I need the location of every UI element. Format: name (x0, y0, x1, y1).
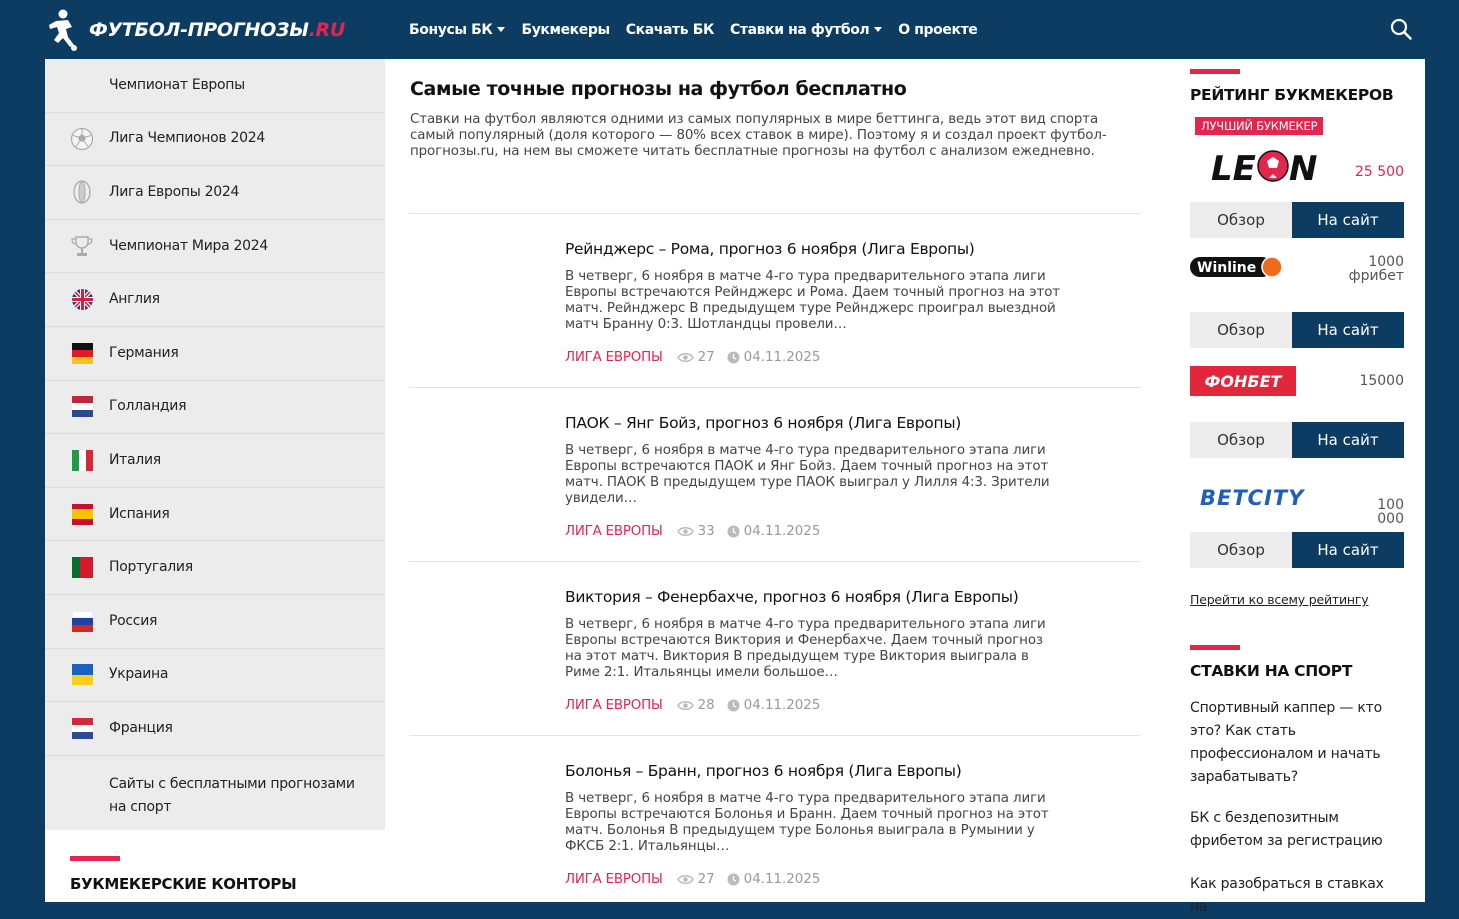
flag-spain-icon (70, 502, 94, 526)
article-meta (565, 698, 832, 713)
sidebar-item-label: Украина (109, 666, 169, 683)
section-accent-bar (1190, 645, 1240, 650)
flag-italy-icon (70, 448, 94, 472)
sidebar-item-spain[interactable] (45, 488, 385, 542)
sidebar-item-russia[interactable] (45, 595, 385, 649)
bonus-line: 100 (1377, 497, 1404, 513)
nav-bonuses[interactable]: Бонусы БК (409, 22, 505, 38)
nav-about[interactable]: О проекте (898, 21, 978, 38)
article-excerpt: В четверг, 6 ноября в матче 4-го тура предварительного этапа лиги Европы встречаются Рейнджерс и Рома. Даем точный прогноз на этот матч. Рейнджерс В предыдущем туре Рейнджерс проиграл выездной матч Бранну 0:3. Шотландцы провели… (565, 269, 1061, 332)
winline-logo-text: Winline (1197, 260, 1257, 276)
article-title[interactable]: ПАОК – Янг Бойз, прогноз 6 ноября (Лига Европы) (565, 414, 962, 432)
bookmaker-actions (1190, 532, 1404, 568)
article-date: 04.11.2025 (743, 698, 821, 713)
sidebar-item-label: Англия (109, 291, 160, 308)
flag-netherlands-icon (70, 395, 94, 419)
bets-article-link[interactable]: БК с бездепозитным фрибетом за регистрацию (1190, 810, 1383, 849)
europa-trophy-icon (70, 180, 94, 204)
left-sidebar (45, 59, 385, 902)
sidebar-item-free-forecast-sites[interactable] (45, 756, 385, 838)
eye-icon (677, 700, 694, 711)
main-content (385, 59, 1165, 902)
article-date: 04.11.2025 (743, 350, 821, 365)
review-button[interactable]: Обзор (1190, 532, 1292, 568)
logo-domain-suffix: .RU (308, 19, 345, 41)
review-button[interactable]: Обзор (1190, 202, 1292, 238)
flag-france-icon (70, 716, 94, 740)
world-cup-icon (70, 234, 94, 258)
bookmaker-bonus: 15000 (1359, 373, 1404, 389)
bookmaker-bonus (1377, 498, 1404, 526)
betcity-logo-text: BETCITY (1200, 486, 1305, 510)
visit-site-button[interactable]: На сайт (1292, 312, 1404, 348)
sidebar-item-world-cup[interactable] (45, 220, 385, 274)
sidebar-item-label: Италия (109, 451, 161, 468)
article-meta (565, 872, 832, 887)
sidebar-item-europa-league[interactable] (45, 166, 385, 220)
bets-title: СТАВКИ НА СПОРТ (1190, 662, 1353, 680)
article-excerpt: В четверг, 6 ноября в матче 4-го тура предварительного этапа лиги Европы встречаются Болонья и Бранн. Даем точный прогноз на этот матч. Болонья В предыдущем туре Болонья выиграла в Румынии у ФКСБ 2:1. Итальянцы… (565, 791, 1049, 854)
main-nav (409, 0, 993, 59)
sidebar-item-netherlands[interactable] (45, 381, 385, 435)
visit-site-button[interactable]: На сайт (1292, 532, 1404, 568)
winline-logo[interactable] (1190, 256, 1284, 283)
right-sidebar (1165, 59, 1425, 915)
bookmaker-actions (1190, 422, 1404, 458)
bookmaker-bonus (1349, 255, 1404, 283)
sidebar-item-label: Испания (109, 505, 170, 522)
eye-icon (677, 874, 694, 885)
review-button[interactable]: Обзор (1190, 422, 1292, 458)
bonus-line: 000 (1377, 511, 1404, 527)
intro-text: Ставки на футбол являются одними из самых популярных в мире беттинга, ведь этот вид спорта самый популярный (доля которого — 80% всех ставок в мире). Поэтому я и создал проект футбол-прогнозы.ru, на нем вы сможете читать бесплатные прогнозы на футбол с анализом ежедневно. (410, 112, 1107, 159)
flag-russia-icon (70, 609, 94, 633)
sidebar-item-champions-league[interactable] (45, 113, 385, 167)
sidebar-item-england[interactable] (45, 273, 385, 327)
article-meta (565, 350, 832, 365)
sidebar-item-ukraine[interactable] (45, 649, 385, 703)
bookmakers-section (45, 830, 385, 902)
fonbet-logo[interactable] (1190, 366, 1296, 401)
eye-icon (677, 352, 694, 363)
sidebar-item-label: Россия (109, 612, 158, 629)
search-icon[interactable] (1390, 18, 1412, 40)
nav-download[interactable]: Скачать БК (625, 21, 715, 38)
section-title: БУКМЕКЕРСКИЕ КОНТОРЫ (70, 875, 297, 893)
article-category[interactable]: ЛИГА ЕВРОПЫ (565, 350, 663, 365)
article-category[interactable]: ЛИГА ЕВРОПЫ (565, 698, 663, 713)
clock-icon (727, 873, 740, 886)
article-date: 04.11.2025 (743, 524, 821, 539)
sidebar-item-label: Лига Чемпионов 2024 (109, 130, 265, 147)
visit-site-button[interactable]: На сайт (1292, 422, 1404, 458)
football-ball-icon (70, 127, 94, 151)
sidebar-item-label: Чемпионат Европы (109, 76, 245, 93)
sidebar-item-label: Голландия (109, 398, 187, 415)
rating-title: РЕЙТИНГ БУКМЕКЕРОВ (1190, 86, 1394, 104)
leon-logo-text-a: LE (1211, 149, 1256, 189)
sidebar-item-euro[interactable] (45, 59, 385, 113)
sidebar-item-label: Германия (109, 344, 179, 361)
article-excerpt: В четверг, 6 ноября в матче 4-го тура предварительного этапа лиги Европы встречаются Виктория и Фенербахче. Даем точный прогноз на этот матч. Виктория В предыдущем туре Виктория выиграла в Риме 2:1. Итальянцы имели большое… (565, 617, 1046, 680)
article-card (409, 387, 1140, 561)
article-views: 33 (697, 524, 715, 539)
bonus-line: 1000 (1368, 254, 1404, 270)
visit-site-button[interactable]: На сайт (1292, 202, 1404, 238)
sidebar-item-label: Сайты с бесплатными прогнозами на спорт (109, 776, 355, 816)
article-card (409, 735, 1140, 909)
article-card (409, 561, 1140, 735)
clock-icon (727, 525, 740, 538)
all-rating-link[interactable]: Перейти ко всему рейтингу (1190, 592, 1369, 607)
eye-icon (677, 526, 694, 537)
fonbet-logo-text: ФОНБЕТ (1204, 372, 1282, 391)
sidebar-item-label: Франция (109, 719, 173, 736)
sidebar-item-label: Португалия (109, 559, 193, 576)
sidebar-item-france[interactable] (45, 702, 385, 756)
sidebar-item-germany[interactable] (45, 327, 385, 381)
bonus-line: фрибет (1348, 268, 1404, 284)
article-title[interactable]: Виктория – Фенербахче, прогноз 6 ноября (Лига Европы) (565, 588, 1019, 606)
clock-icon (727, 351, 740, 364)
section-accent-bar (70, 856, 120, 861)
page-title: Самые точные прогнозы на футбол бесплатно (410, 78, 907, 100)
site-logo[interactable] (44, 8, 345, 52)
logo-text: ФУТБОЛ-ПРОГНОЗЫ.RU (89, 19, 345, 41)
article-category[interactable]: ЛИГА ЕВРОПЫ (565, 524, 663, 539)
flag-germany-icon (70, 341, 94, 365)
article-title[interactable]: Болонья – Бранн, прогноз 6 ноября (Лига Европы) (565, 762, 962, 780)
best-bookmaker-badge: ЛУЧШИЙ БУКМЕКЕР (1195, 117, 1323, 135)
footballer-logo-icon (44, 9, 80, 51)
sidebar-item-label: Чемпионат Мира 2024 (109, 237, 268, 254)
nav-football-bets[interactable]: Ставки на футбол (730, 22, 882, 38)
site-header (0, 0, 1459, 59)
article-date: 04.11.2025 (743, 872, 821, 887)
bets-article-link[interactable]: Как разобраться в ставках на (1190, 876, 1384, 915)
sidebar-item-italy[interactable] (45, 434, 385, 488)
bookmaker-bonus: 25 500 (1355, 164, 1404, 180)
bookmaker-actions (1190, 312, 1404, 348)
betcity-logo[interactable] (1200, 483, 1330, 518)
bookmaker-actions (1190, 202, 1404, 238)
article-title[interactable]: Рейнджерс – Рома, прогноз 6 ноября (Лига Европы) (565, 240, 975, 258)
review-button[interactable]: Обзор (1190, 312, 1292, 348)
article-category[interactable]: ЛИГА ЕВРОПЫ (565, 872, 663, 887)
sidebar-item-label: Лига Европы 2024 (109, 183, 240, 200)
clock-icon (727, 699, 740, 712)
section-accent-bar (1190, 69, 1240, 74)
chevron-down-icon (497, 27, 505, 32)
chevron-down-icon (874, 27, 882, 32)
bets-article-link[interactable]: Спортивный каппер — кто это? Как стать профессионалом и начать зарабатывать? (1190, 700, 1382, 785)
article-card (409, 213, 1140, 387)
sidebar-item-portugal[interactable] (45, 541, 385, 595)
article-views: 27 (697, 872, 715, 887)
flag-uk-icon (70, 288, 94, 312)
article-excerpt: В четверг, 6 ноября в матче 4-го тура предварительного этапа лиги Европы встречаются ПАОК и Янг Бойз. Даем точный прогноз на этот матч. ПАОК В предыдущем туре ПАОК выиграл у Лилля 4:3. Зрители увидели… (565, 443, 1050, 506)
flag-portugal-icon (70, 556, 94, 580)
flag-ukraine-icon (70, 663, 94, 687)
article-views: 27 (697, 350, 715, 365)
leon-logo[interactable] (1211, 147, 1317, 192)
article-meta (565, 524, 832, 539)
leon-logo-text-b: N (1289, 149, 1318, 189)
nav-bookmakers[interactable]: Букмекеры (521, 21, 610, 38)
article-views: 28 (697, 698, 715, 713)
